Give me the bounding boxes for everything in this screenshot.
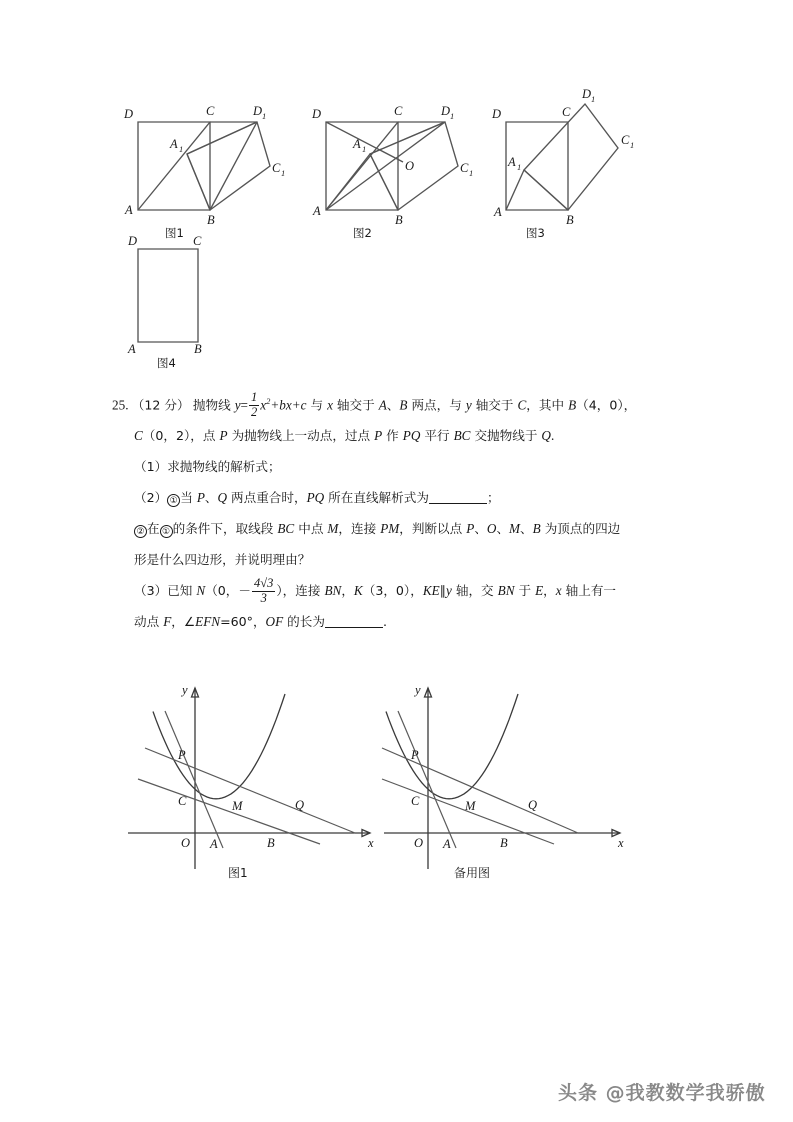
part2-text-a: 当 (180, 490, 197, 506)
part2b-text-q: 形是什么四边形，并说明理由？ (134, 552, 311, 568)
graph2-label-A: A (443, 837, 451, 851)
stem-sep-1: 、 (386, 397, 400, 413)
problem-part-2-i (112, 482, 692, 513)
part3-seg-BN: BN (324, 583, 342, 599)
top-figure-strip (110, 82, 710, 382)
stem2-point-C: C (134, 428, 143, 444)
problem-number: 25. (112, 397, 129, 413)
problem-stem-line-1 (112, 386, 692, 420)
figure2-label-D: D (312, 107, 322, 121)
figure-1-caption: 图1 (165, 226, 184, 240)
figure2-label-A1: A (353, 137, 361, 151)
part2b-point-M: M (327, 521, 339, 537)
graph1-axis-label-y: y (182, 683, 188, 697)
part3-sep-1: ， (341, 583, 354, 599)
part3-sep-2: ， (543, 583, 556, 599)
graph2-axis-label-y: y (415, 683, 421, 697)
part3-text-c: （0，－ (205, 583, 251, 599)
figure2-label-B: B (395, 213, 403, 227)
stem2-point-P: P (219, 428, 228, 444)
figure2-label-A1-sub: 1 (362, 144, 367, 154)
figure1-label-C1: C (272, 161, 281, 175)
figure2-label-O: O (405, 159, 415, 173)
part3-seg-KE: KE (422, 583, 440, 599)
stem-equals: = (240, 397, 248, 413)
part2-sep: 、 (204, 490, 218, 506)
part3b-text-a: 动点 (134, 614, 164, 630)
part3-text-d: ），连接 (276, 583, 325, 599)
graph1-label-O: O (181, 836, 191, 850)
graph2-label-O: O (414, 836, 424, 850)
part3b-angle-EFN: EFN (195, 614, 221, 630)
stem2-seg-PQ: PQ (402, 428, 421, 444)
figure2-label-C: C (394, 104, 403, 118)
problem-part-3 (112, 575, 692, 606)
problem-25 (112, 386, 692, 637)
graph1-label-B: B (267, 836, 275, 850)
circled-number-1: ① (167, 494, 180, 507)
stem2-text-h: 平行 (420, 428, 454, 444)
part3-axis-x: x (555, 583, 562, 599)
part3b-seg-OF: OF (265, 614, 284, 630)
stem-text-1o: 轴交于 (471, 397, 518, 413)
figure-2-caption: 图2 (353, 226, 372, 240)
stem-point-B: B (399, 397, 408, 413)
figure1-label-A1-sub: 1 (179, 144, 184, 154)
part3-coords-K: （3，0）， (362, 583, 423, 599)
stem-point-C: C (517, 397, 527, 413)
problem-part-2-ii-cont (112, 544, 692, 575)
part3-text-r: 轴上有一 (561, 583, 617, 599)
graph2-label-P: P (411, 748, 419, 762)
stem2-text-f: 作 (382, 428, 403, 444)
answer-blank-1[interactable] (429, 503, 487, 504)
figure4-label-D: D (128, 234, 138, 248)
figure3-label-D1: D (582, 87, 592, 101)
figure1-label-C1-sub: 1 (281, 168, 286, 178)
graph1-label-P: P (178, 748, 186, 762)
part3b-period: . (382, 614, 387, 630)
part2b-sep-1: 、 (474, 521, 487, 537)
part2b-point-O: O (486, 521, 497, 537)
stem2-period: . (550, 428, 555, 444)
circled-number-2: ② (134, 525, 147, 538)
graph2-label-Q: Q (528, 798, 538, 812)
fraction-denominator: 2 (250, 404, 258, 419)
figure-3 (478, 82, 668, 240)
graph1-label-C: C (178, 794, 187, 808)
part3-axis-y: y (445, 583, 452, 599)
problem-part-3-cont (112, 606, 692, 637)
figure2-label-D1-sub: 1 (450, 111, 455, 121)
figure-2 (298, 82, 488, 240)
graph2-label-M: M (465, 799, 476, 813)
part2b-text-f: ，连接 (338, 521, 381, 537)
figure2-label-A: A (313, 204, 321, 218)
figure3-label-D: D (492, 107, 502, 121)
fraction-one-half (249, 391, 259, 419)
part3b-angle-value: =60°， (220, 614, 266, 630)
part2b-text-p: 为顶点的四边 (540, 521, 621, 537)
bottom-graph-strip (120, 676, 680, 906)
part3-parallel-symbol: ∥ (439, 583, 446, 599)
figure1-label-D: D (124, 107, 134, 121)
part2-text-g: 所在直线解析式为 (324, 490, 429, 506)
part3b-text-g: 的长为 (283, 614, 325, 630)
graph-2-caption: 备用图 (454, 866, 491, 880)
part2b-text-h: ，判断以点 (399, 521, 467, 537)
stem-coords-B: （4，0）， (576, 397, 637, 413)
graph1-label-A: A (210, 837, 218, 851)
graph-figure-1 (120, 676, 390, 880)
part3-text-n: 于 (514, 583, 536, 599)
part2-text-e: 两点重合时， (227, 490, 307, 506)
part3-text-a: （3）已知 (134, 583, 197, 599)
part3-text-l: 轴，交 (451, 583, 498, 599)
fraction-den-3: 3 (252, 591, 275, 606)
graph-figure-2 (382, 676, 652, 880)
figure-3-caption: 图3 (526, 226, 545, 240)
part2b-seg-PM: PM (380, 521, 400, 537)
stem-axis-y: y (465, 397, 472, 413)
graph2-axis-label-x: x (618, 836, 624, 850)
part2b-text-b: 的条件下，取线段 (172, 521, 278, 537)
part2b-point-B: B (532, 521, 541, 537)
stem-var-y: y (234, 397, 241, 413)
problem-points: （12 分） (131, 397, 190, 413)
graph1-axis-label-x: x (368, 836, 374, 850)
part3-point-K: K (353, 583, 363, 599)
part1-text: （1）求抛物线的解析式； (134, 459, 281, 475)
stem-var-x: x (260, 397, 267, 413)
stem-text-1i: 轴交于 (332, 397, 379, 413)
stem2-point-P2: P (374, 428, 383, 444)
figure1-label-C: C (206, 104, 215, 118)
figure2-label-C1-sub: 1 (469, 168, 474, 178)
part2b-seg-BC: BC (277, 521, 295, 537)
fraction-numerator: 1 (250, 390, 258, 405)
part2-point-P: P (196, 490, 205, 506)
part2b-point-M2: M (509, 521, 521, 537)
part3b-angle-symbol: ，∠ (171, 614, 196, 630)
part3-seg-BN2: BN (497, 583, 515, 599)
part2-prefix: （2） (134, 490, 168, 506)
stem-exponent: 2 (266, 396, 271, 406)
figure1-label-B: B (207, 213, 215, 227)
part2-seg-PQ: PQ (306, 490, 325, 506)
fraction-numerator-4root3 (252, 577, 275, 591)
figure2-label-C1: C (460, 161, 469, 175)
stem-point-B2: B (568, 397, 577, 413)
part2b-sep-2: 、 (496, 521, 510, 537)
part2b-sep-3: 、 (520, 521, 533, 537)
stem2-point-Q: Q (541, 428, 551, 444)
figure3-label-D1-sub: 1 (591, 94, 596, 104)
stem2-text-j: 交抛物线于 (470, 428, 542, 444)
stem2-text-d: 为抛物线上一动点，过点 (227, 428, 375, 444)
figure3-label-C1: C (621, 133, 630, 147)
graph1-label-Q: Q (295, 798, 305, 812)
figure3-label-A1: A (508, 155, 516, 169)
watermark: 头条 @我教数学我骄傲 (558, 1082, 766, 1104)
stem-bxc: +bx+c (270, 397, 307, 413)
figure2-label-D1: D (441, 104, 451, 118)
part2-point-Q: Q (217, 490, 227, 506)
figure1-label-D1: D (253, 104, 263, 118)
stem2-coords-C: （0，2），点 (142, 428, 220, 444)
part2b-text-d: 中点 (294, 521, 328, 537)
stem2-seg-BC: BC (453, 428, 471, 444)
problem-part-2-ii (112, 513, 692, 544)
figure3-label-C: C (562, 105, 571, 119)
stem-text-1g: 与 (306, 397, 328, 413)
figure3-label-A1-sub: 1 (517, 162, 522, 172)
stem-text-1m: 两点，与 (407, 397, 466, 413)
part2b-point-P: P (466, 521, 475, 537)
stem-axis-x: x (327, 397, 333, 413)
graph2-label-B: B (500, 836, 508, 850)
figure4-label-B: B (194, 342, 202, 356)
answer-blank-2[interactable] (325, 627, 383, 628)
part3-point-N: N (196, 583, 206, 599)
fraction-4root3-over-3 (252, 577, 275, 605)
figure-1 (110, 82, 300, 240)
circled-number-1-ref: ① (160, 525, 173, 538)
figure4-label-C: C (193, 234, 202, 248)
stem-point-A: A (378, 397, 387, 413)
figure1-label-A1: A (170, 137, 178, 151)
figure3-label-B: B (566, 213, 574, 227)
problem-part-1 (112, 451, 692, 482)
figure-4-caption: 图4 (157, 356, 176, 370)
stem-text-1q: ，其中 (526, 397, 569, 413)
figure1-label-D1-sub: 1 (262, 111, 267, 121)
fraction-num-4: 4 (254, 576, 261, 591)
figure1-label-A: A (125, 203, 133, 217)
graph1-label-M: M (232, 799, 243, 813)
figure-4 (110, 234, 250, 370)
part3b-point-F: F (163, 614, 172, 630)
part2b-text-a: 在 (147, 521, 160, 537)
graph-1-caption: 图1 (228, 866, 248, 880)
figure4-label-A: A (128, 342, 136, 356)
part2-semicolon: ； (486, 490, 500, 506)
graph2-label-C: C (411, 794, 420, 808)
stem-text-1a: 抛物线 (192, 397, 235, 413)
figure3-label-C1-sub: 1 (630, 140, 635, 150)
part3-point-E: E (535, 583, 544, 599)
figure3-label-A: A (494, 205, 502, 219)
problem-stem-line-2 (112, 420, 692, 451)
radical-root3: √3 (260, 576, 274, 591)
